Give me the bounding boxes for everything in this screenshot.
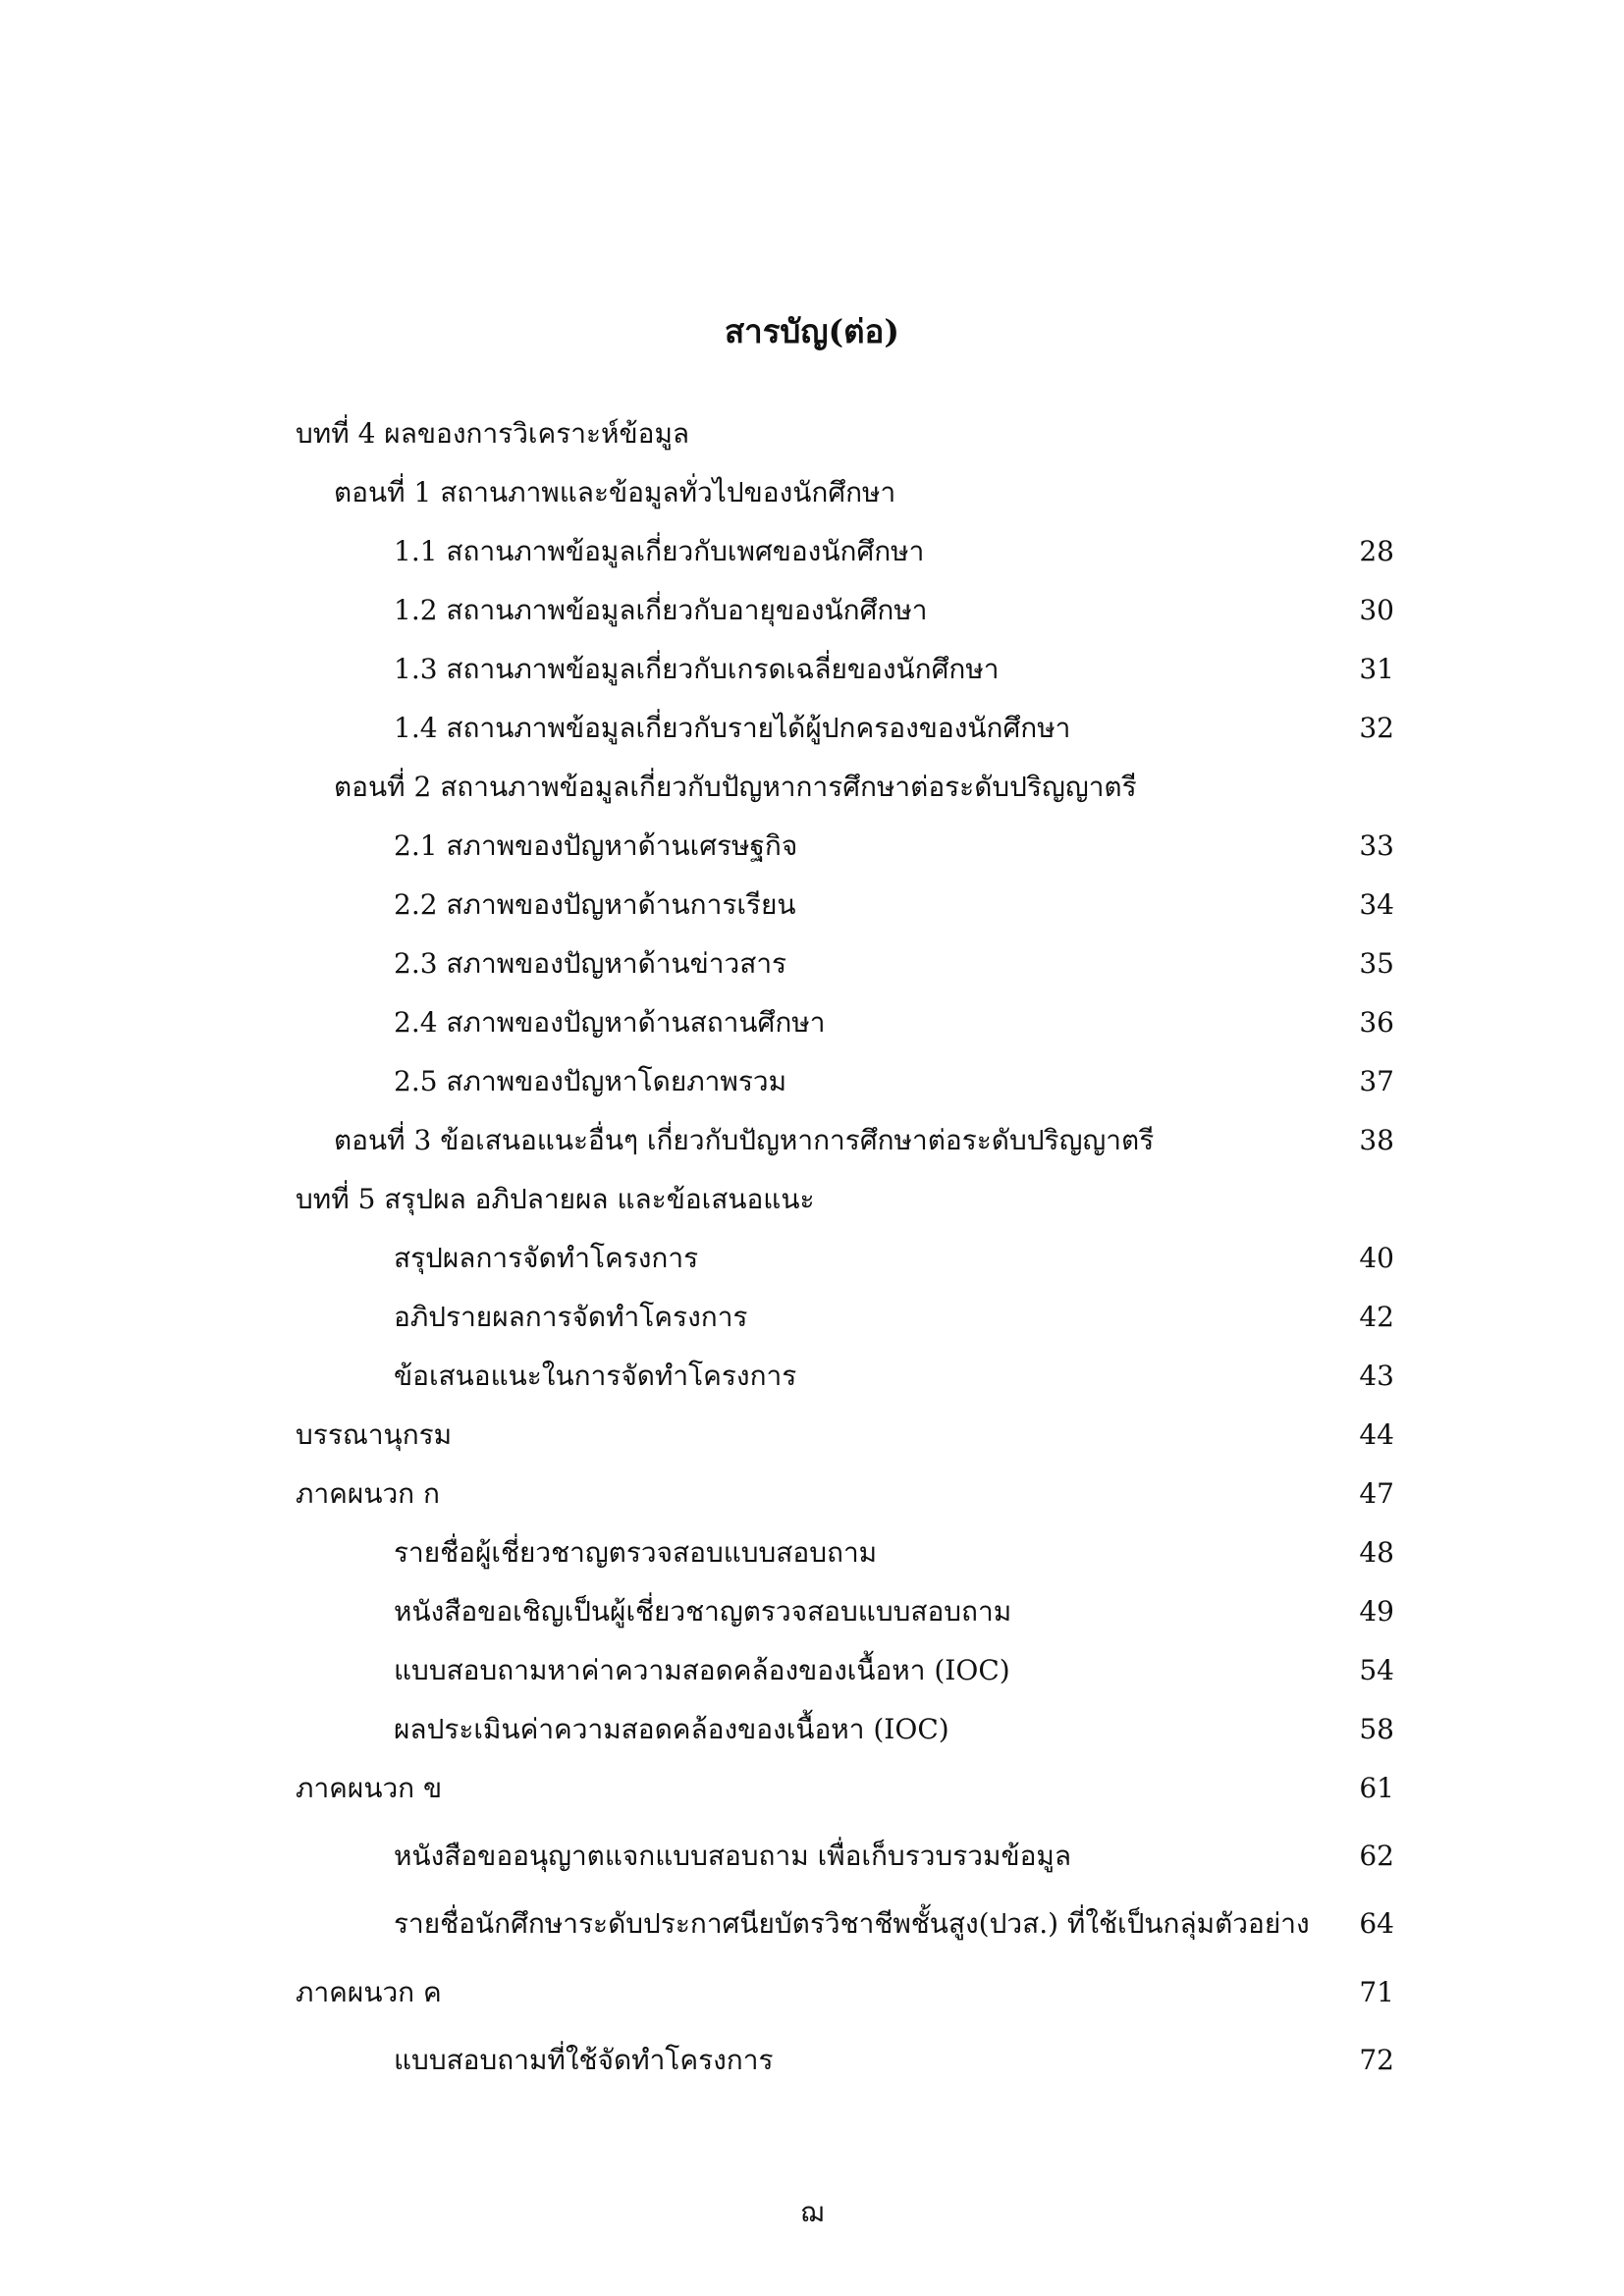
toc-entry-page: 64 xyxy=(1359,1907,1394,1940)
toc-entry-2-3[interactable] xyxy=(0,940,1624,988)
toc-entry-label: ตอนที่ 2 สถานภาพข้อมูลเกี่ยวกับปัญหาการศึกษาต่อระดับปริญญาตรี xyxy=(334,771,1137,803)
toc-entry-label: ภาคผนวก ค xyxy=(296,1976,442,2008)
toc-entry-label: แบบสอบถามหาค่าความสอดคล้องของเนื้อหา (IOC) xyxy=(394,1654,1010,1686)
toc-entry-chapter-4[interactable] xyxy=(0,410,1624,457)
toc-entry-part-2[interactable] xyxy=(0,764,1624,811)
toc-entry-2-1[interactable] xyxy=(0,823,1624,870)
toc-entry-page: 54 xyxy=(1359,1654,1394,1686)
toc-entry-label: บทที่ 5 สรุปผล อภิปลายผล และข้อเสนอแนะ xyxy=(296,1183,815,1215)
toc-entry-label: 1.1 สถานภาพข้อมูลเกี่ยวกับเพศของนักศึกษา xyxy=(394,535,925,567)
toc-entry-appendix-b[interactable] xyxy=(0,1765,1624,1812)
toc-entry-part-1[interactable] xyxy=(0,469,1624,516)
toc-entry-page: 49 xyxy=(1359,1595,1394,1628)
toc-entry-expert-list[interactable] xyxy=(0,1529,1624,1576)
toc-entry-page: 71 xyxy=(1359,1976,1394,2008)
toc-entry-label: บทที่ 4 ผลของการวิเคราะห์ข้อมูล xyxy=(296,417,690,450)
toc-entry-label: 2.5 สภาพของปัญหาโดยภาพรวม xyxy=(394,1065,787,1097)
toc-entry-2-4[interactable] xyxy=(0,999,1624,1046)
toc-entry-invitation-letter[interactable] xyxy=(0,1588,1624,1635)
toc-entry-label: ตอนที่ 1 สถานภาพและข้อมูลทั่วไปของนักศึกษา xyxy=(334,476,896,508)
toc-entry-2-5[interactable] xyxy=(0,1058,1624,1105)
toc-entry-page: 31 xyxy=(1359,653,1394,685)
toc-entry-page: 48 xyxy=(1359,1536,1394,1569)
toc-entry-page: 35 xyxy=(1359,947,1394,980)
toc-entry-permission-letter[interactable] xyxy=(0,1833,1624,1880)
toc-entry-label: ข้อเสนอแนะในการจัดทำโครงการ xyxy=(394,1360,797,1392)
toc-entry-label: 2.1 สภาพของปัญหาด้านเศรษฐกิจ xyxy=(394,829,798,862)
toc-entry-label: หนังสือขอเชิญเป็นผู้เชี่ยวชาญตรวจสอบแบบสอบถาม xyxy=(394,1595,1012,1628)
toc-entry-bibliography[interactable] xyxy=(0,1412,1624,1459)
toc-entry-label: 1.4 สถานภาพข้อมูลเกี่ยวกับรายได้ผู้ปกครองของนักศึกษา xyxy=(394,712,1071,744)
toc-entry-label: 2.4 สภาพของปัญหาด้านสถานศึกษา xyxy=(394,1006,826,1039)
toc-entry-1-2[interactable] xyxy=(0,587,1624,634)
toc-entry-page: 30 xyxy=(1359,594,1394,626)
toc-entry-label: 1.2 สถานภาพข้อมูลเกี่ยวกับอายุของนักศึกษา xyxy=(394,594,928,626)
toc-entry-discussion[interactable] xyxy=(0,1294,1624,1341)
toc-entry-chapter-5[interactable] xyxy=(0,1176,1624,1223)
toc-entry-page: 36 xyxy=(1359,1006,1394,1039)
toc-entry-label: 2.2 สภาพของปัญหาด้านการเรียน xyxy=(394,888,796,921)
toc-entry-part-3[interactable] xyxy=(0,1117,1624,1164)
toc-entry-ioc-results[interactable] xyxy=(0,1706,1624,1753)
page-number: ฌ xyxy=(800,2196,824,2228)
toc-entry-label: รายชื่อผู้เชี่ยวชาญตรวจสอบแบบสอบถาม xyxy=(394,1536,878,1569)
toc-entry-1-1[interactable] xyxy=(0,528,1624,575)
toc-entry-page: 47 xyxy=(1359,1477,1394,1510)
toc-entry-label: ภาคผนวก ข xyxy=(296,1772,443,1804)
toc-entry-label: ผลประเมินค่าความสอดคล้องของเนื้อหา (IOC) xyxy=(394,1713,949,1745)
toc-entry-label: อภิปรายผลการจัดทำโครงการ xyxy=(394,1301,748,1333)
toc-entry-label: แบบสอบถามที่ใช้จัดทำโครงการ xyxy=(394,2044,774,2076)
toc-entry-label: สรุปผลการจัดทำโครงการ xyxy=(394,1242,699,1274)
toc-entry-page: 40 xyxy=(1359,1242,1394,1274)
toc-entry-page: 33 xyxy=(1359,829,1394,862)
toc-entry-appendix-c[interactable] xyxy=(0,1969,1624,2016)
toc-entry-label: ตอนที่ 3 ข้อเสนอแนะอื่นๆ เกี่ยวกับปัญหาการศึกษาต่อระดับปริญญาตรี xyxy=(334,1124,1155,1156)
toc-entry-page: 44 xyxy=(1359,1418,1394,1451)
toc-entry-page: 32 xyxy=(1359,712,1394,744)
toc-entry-page: 37 xyxy=(1359,1065,1394,1097)
toc-entry-page: 61 xyxy=(1359,1772,1394,1804)
toc-entry-page: 42 xyxy=(1359,1301,1394,1333)
toc-entry-ioc-questionnaire[interactable] xyxy=(0,1647,1624,1694)
toc-entry-questionnaire[interactable] xyxy=(0,2037,1624,2084)
toc-entry-page: 43 xyxy=(1359,1360,1394,1392)
toc-entry-1-4[interactable] xyxy=(0,705,1624,752)
toc-entry-label: รายชื่อนักศึกษาระดับประกาศนียบัตรวิชาชีพชั้นสูง(ปวส.) ที่ใช้เป็นกลุ่มตัวอย่าง xyxy=(394,1907,1310,1940)
toc-entry-sample-list[interactable] xyxy=(0,1900,1624,1948)
toc-entry-label: ภาคผนวก ก xyxy=(296,1477,440,1510)
toc-entry-label: บรรณานุกรม xyxy=(296,1418,453,1451)
toc-entry-page: 34 xyxy=(1359,888,1394,921)
toc-entry-page: 72 xyxy=(1359,2044,1394,2076)
toc-entry-2-2[interactable] xyxy=(0,881,1624,929)
toc-entry-page: 38 xyxy=(1359,1124,1394,1156)
toc-entry-label: 1.3 สถานภาพข้อมูลเกี่ยวกับเกรดเฉลี่ยของนักศึกษา xyxy=(394,653,1000,685)
page-title: สารบัญ(ต่อ) xyxy=(725,312,899,350)
toc-entry-page: 58 xyxy=(1359,1713,1394,1745)
toc-entry-summary[interactable] xyxy=(0,1235,1624,1282)
toc-entry-label: หนังสือขออนุญาตแจกแบบสอบถาม เพื่อเก็บรวบรวมข้อมูล xyxy=(394,1840,1072,1872)
toc-entry-1-3[interactable] xyxy=(0,646,1624,693)
toc-entry-appendix-a[interactable] xyxy=(0,1470,1624,1518)
toc-entry-suggestions[interactable] xyxy=(0,1353,1624,1400)
toc-entry-label: 2.3 สภาพของปัญหาด้านข่าวสาร xyxy=(394,947,787,980)
toc-entry-page: 62 xyxy=(1359,1840,1394,1872)
toc-entry-page: 28 xyxy=(1359,535,1394,567)
